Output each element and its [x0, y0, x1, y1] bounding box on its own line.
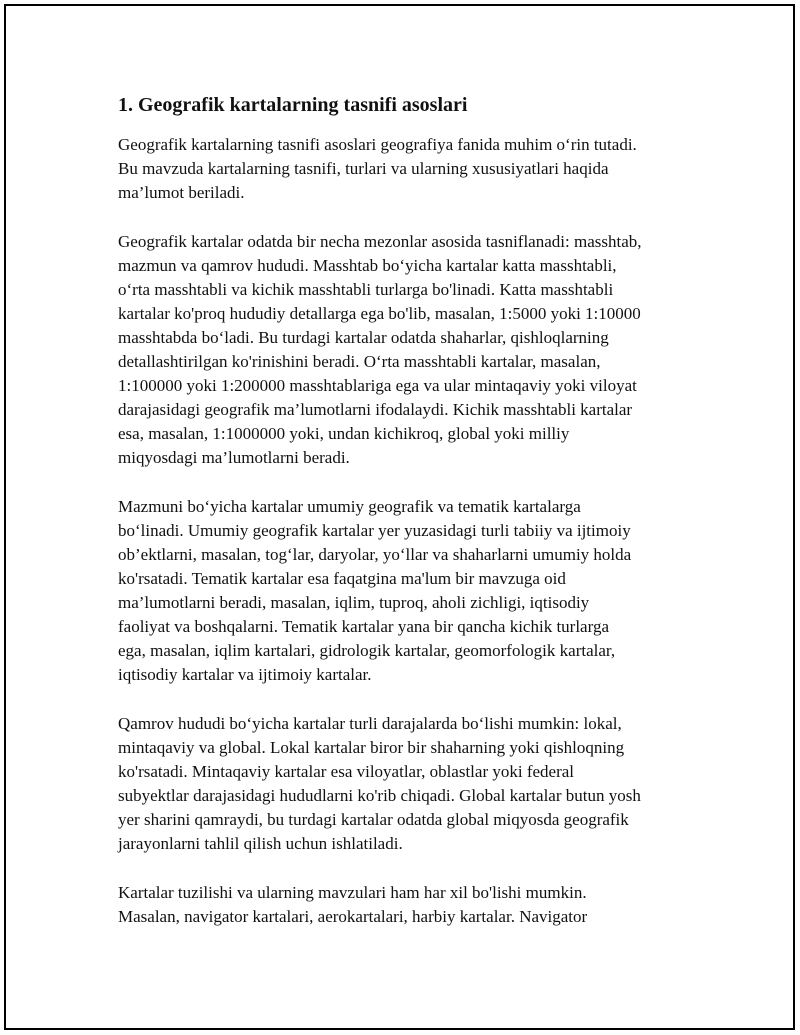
text-line: yer sharini qamraydi, bu turdagi kartalar odatda global miqyosda geografik — [118, 810, 629, 830]
text-line: mazmun va qamrov hududi. Masshtab bo‘yicha kartalar katta masshtabli, — [118, 255, 617, 275]
text-line: subyektlar darajasidagi hududlarni ko'rib chiqadi. Global kartalar butun yosh — [118, 786, 641, 806]
body-paragraph — [118, 495, 698, 688]
text-line: miqyosdagi ma’lumotlarni beradi. — [118, 448, 350, 468]
text-line: ega, masalan, iqlim kartalari, gidrologik kartalar, geomorfologik kartalar, — [118, 641, 616, 661]
text-line: masshtabda bo‘ladi. Bu turdagi kartalar odatda shaharlar, qishloqlarning — [118, 327, 609, 347]
text-line: Bu mavzuda kartalarning tasnifi, turlari va ularning xususiyatlari haqida — [118, 159, 609, 179]
body-paragraph — [118, 712, 698, 857]
body-paragraph — [118, 881, 698, 929]
text-line: ma’lumotlarni beradi, masalan, iqlim, tuproq, aholi zichligi, iqtisodiy — [118, 593, 590, 613]
body-paragraph — [118, 133, 698, 205]
text-line: esa, masalan, 1:1000000 yoki, undan kichikroq, global yoki milliy — [118, 424, 570, 444]
text-line: o‘rta masshtabli va kichik masshtabli turlarga bo'linadi. Katta masshtabli — [118, 279, 614, 299]
text-line: Geografik kartalarning tasnifi asoslari geografiya fanida muhim o‘rin tutadi. — [118, 135, 637, 154]
text-line: 1:100000 yoki 1:200000 masshtablariga ega va ular mintaqaviy yoki viloyat — [118, 376, 637, 396]
document-body — [118, 92, 698, 929]
text-line: jarayonlarni tahlil qilish uchun ishlatiladi. — [118, 834, 403, 854]
text-line: ko'rsatadi. Tematik kartalar esa faqatgina ma'lum bir mavzuga oid — [118, 569, 566, 589]
body-paragraph — [118, 230, 698, 471]
text-line: Masalan, navigator kartalari, aerokartalari, harbiy kartalar. Navigator — [118, 906, 588, 926]
text-line: Qamrov hududi bo‘yicha kartalar turli darajalarda bo‘lishi mumkin: lokal, — [118, 713, 622, 733]
text-line: ob’ektlarni, masalan, tog‘lar, daryolar, yo‘llar va shaharlarni umumiy holda — [118, 545, 632, 564]
text-line: iqtisodiy kartalar va ijtimoiy kartalar. — [118, 665, 372, 685]
text-line: ma’lumot beriladi. — [118, 183, 245, 203]
text-line: darajasidagi geografik ma’lumotlarni ifodalaydi. Kichik masshtabli kartalar — [118, 400, 633, 420]
text-line: mintaqaviy va global. Lokal kartalar biror bir shaharning yoki qishloqning — [118, 737, 625, 757]
text-line: Geografik kartalar odatda bir necha mezonlar asosida tasniflanadi: masshtab, — [118, 231, 642, 251]
text-line: Mazmuni bo‘yicha kartalar umumiy geografik va tematik kartalarga — [118, 496, 581, 516]
text-line: Kartalar tuzilishi va ularning mavzulari ham har xil bo'lishi mumkin. — [118, 882, 587, 902]
paragraph-list — [118, 133, 698, 929]
text-line: ko'rsatadi. Mintaqaviy kartalar esa viloyatlar, oblastlar yoki federal — [118, 762, 575, 782]
text-line: bo‘linadi. Umumiy geografik kartalar yer yuzasidagi turli tabiiy va ijtimoiy — [118, 520, 631, 540]
text-line: kartalar ko'proq hududiy detallarga ega bo'lib, masalan, 1:5000 yoki 1:10000 — [118, 303, 641, 323]
section-heading: 1. Geografik kartalarning tasnifi asoslari — [118, 94, 468, 116]
text-line: faoliyat va boshqalarni. Tematik kartalar yana bir qancha kichik turlarga — [118, 617, 609, 637]
text-line: detallashtirilgan ko'rinishini beradi. O‘rta masshtabli kartalar, masalan, — [118, 352, 601, 372]
